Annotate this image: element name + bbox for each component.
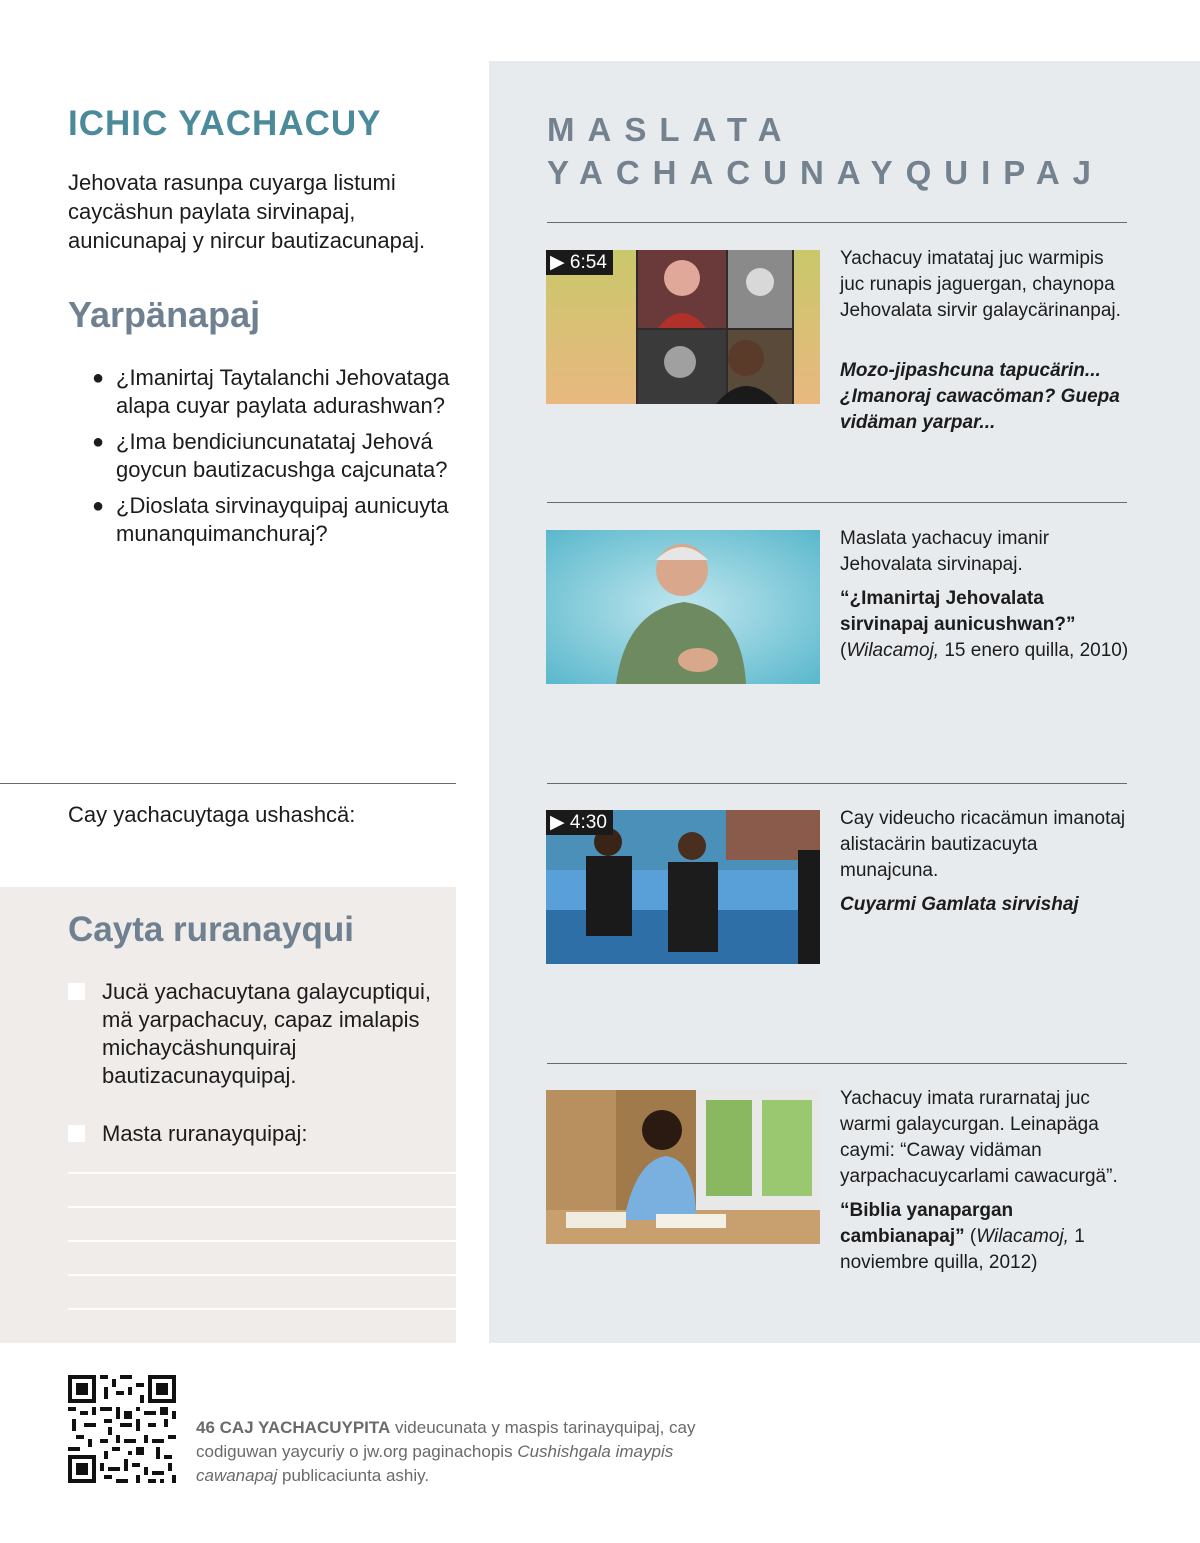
article-image-picture (546, 1090, 820, 1244)
resource-link[interactable]: Cuyarmi Gamlata sirvishaj (840, 894, 1079, 915)
article-image (546, 1090, 820, 1244)
goal-item (68, 978, 448, 1090)
resource-description: Yachacuy imatataj juc warmipis juc runapis jaguergan, chaynopa Jehovalata sirvir galaycärinanpaj. (840, 248, 1121, 321)
resource-link[interactable]: “Biblia yanapargan cambianapaj” (Wilacamoj, 1 noviembre quilla, 2012) (840, 1200, 1085, 1273)
video-duration-badge (546, 250, 613, 275)
review-question (92, 364, 462, 420)
article-title: “Biblia yanapargan cambianapaj” (840, 1200, 1014, 1247)
learned-label: Cay yachacuytaga ushashcä: (68, 802, 356, 827)
writing-line[interactable] (68, 1172, 456, 1174)
further-study-title-line: MASLATA (547, 111, 795, 148)
review-title: Yarpänapaj (68, 294, 261, 335)
article-date: 15 enero quilla, 2010) (944, 640, 1129, 661)
play-icon: ▶ (550, 812, 565, 833)
further-study-title-line: YACHACUNAYQUIPAJ (547, 154, 1105, 191)
goal-text: Jucä yachacuytana galaycuptiqui, mä yarpachacuy, capaz imalapis michaycäshunquiraj bautizacunayquipaj. (102, 979, 431, 1088)
checkbox[interactable] (68, 1125, 85, 1142)
article-source: Wilacamoj, (976, 1226, 1069, 1247)
review-question-text: ¿Imanirtaj Taytalanchi Jehovataga alapa cuyar paylata adurashwan? (116, 365, 450, 418)
summary-title: ICHIC YACHACUY (68, 104, 382, 143)
article-source: Wilacamoj, (846, 640, 940, 661)
review-question-text: ¿Ima bendiciuncunatataj Jehová goycun bautizacushga cajcunata? (116, 429, 448, 482)
goal-item (68, 1120, 448, 1148)
video-thumbnail[interactable] (546, 810, 820, 964)
bullet-icon: ● (92, 367, 105, 389)
bullet-icon: ● (92, 495, 105, 517)
further-study-title (547, 108, 1104, 194)
review-question-text: ¿Dioslata sirvinayquipaj aunicuyta munanquimanchuraj? (116, 493, 449, 546)
review-list (92, 364, 462, 556)
footer-text-part: publicaciunta ashiy. (277, 1466, 430, 1485)
video-duration-badge (546, 810, 613, 835)
resource-description: Yachacuy imata rurarnataj juc warmi galaycurgan. Leinapäga caymi: “Caway vidäman yarpachacuycarlami cawacurgä”. (840, 1088, 1118, 1187)
summary-text: Jehovata rasunpa cuyarga listumi caycäshun paylata sirvinapaj, aunicunapaj y nircur bautizacunapaj. (68, 170, 426, 253)
video-duration: 6:54 (569, 252, 607, 273)
video-thumbnail[interactable] (546, 250, 820, 404)
video-duration: 4:30 (569, 812, 607, 833)
resource-description: Cay videucho ricacämun imanotaj alistacärin bautizacuyta munajcuna. (840, 808, 1126, 881)
review-question (92, 428, 462, 484)
divider (547, 502, 1127, 503)
review-question (92, 492, 462, 548)
play-icon: ▶ (550, 252, 565, 273)
goal-text: Masta ruranayquipaj: (102, 1121, 308, 1146)
writing-line[interactable] (68, 1240, 456, 1242)
divider (547, 1063, 1127, 1064)
divider (0, 783, 456, 784)
writing-line[interactable] (68, 1308, 456, 1310)
resource-link[interactable]: Mozo-jipashcuna tapucärin... ¿Imanoraj cawacöman? Guepa vidäman yarpar... (840, 360, 1120, 433)
footer-text (196, 1416, 716, 1488)
goals-title: Cayta ruranayqui (68, 910, 354, 949)
article-image-picture (546, 530, 820, 684)
footer-text-part: videucunata y maspis tarinayquipaj, cay codiguwan yaycuriy o jw.org paginachopis (196, 1418, 696, 1461)
writing-line[interactable] (68, 1206, 456, 1208)
article-image (546, 530, 820, 684)
footer-bold: 46 CAJ YACHACUYPITA (196, 1418, 391, 1437)
resource-description: Maslata yachacuy imanir Jehovalata sirvinapaj. (840, 528, 1050, 575)
qr-code[interactable] (68, 1375, 176, 1483)
divider (547, 783, 1127, 784)
divider (547, 222, 1127, 223)
checkbox[interactable] (68, 983, 85, 1000)
article-date: 1 noviembre quilla, 2012) (840, 1226, 1085, 1273)
article-title: “¿Imanirtaj Jehovalata sirvinapaj aunicushwan?” (840, 588, 1076, 635)
resource-link[interactable]: “¿Imanirtaj Jehovalata sirvinapaj aunicushwan?” (Wilacamoj, 15 enero quilla, 2010) (840, 588, 1129, 661)
footer-publication: Cushishgala imaypis cawanapaj (196, 1442, 674, 1485)
writing-line[interactable] (68, 1274, 456, 1276)
bullet-icon: ● (92, 431, 105, 453)
